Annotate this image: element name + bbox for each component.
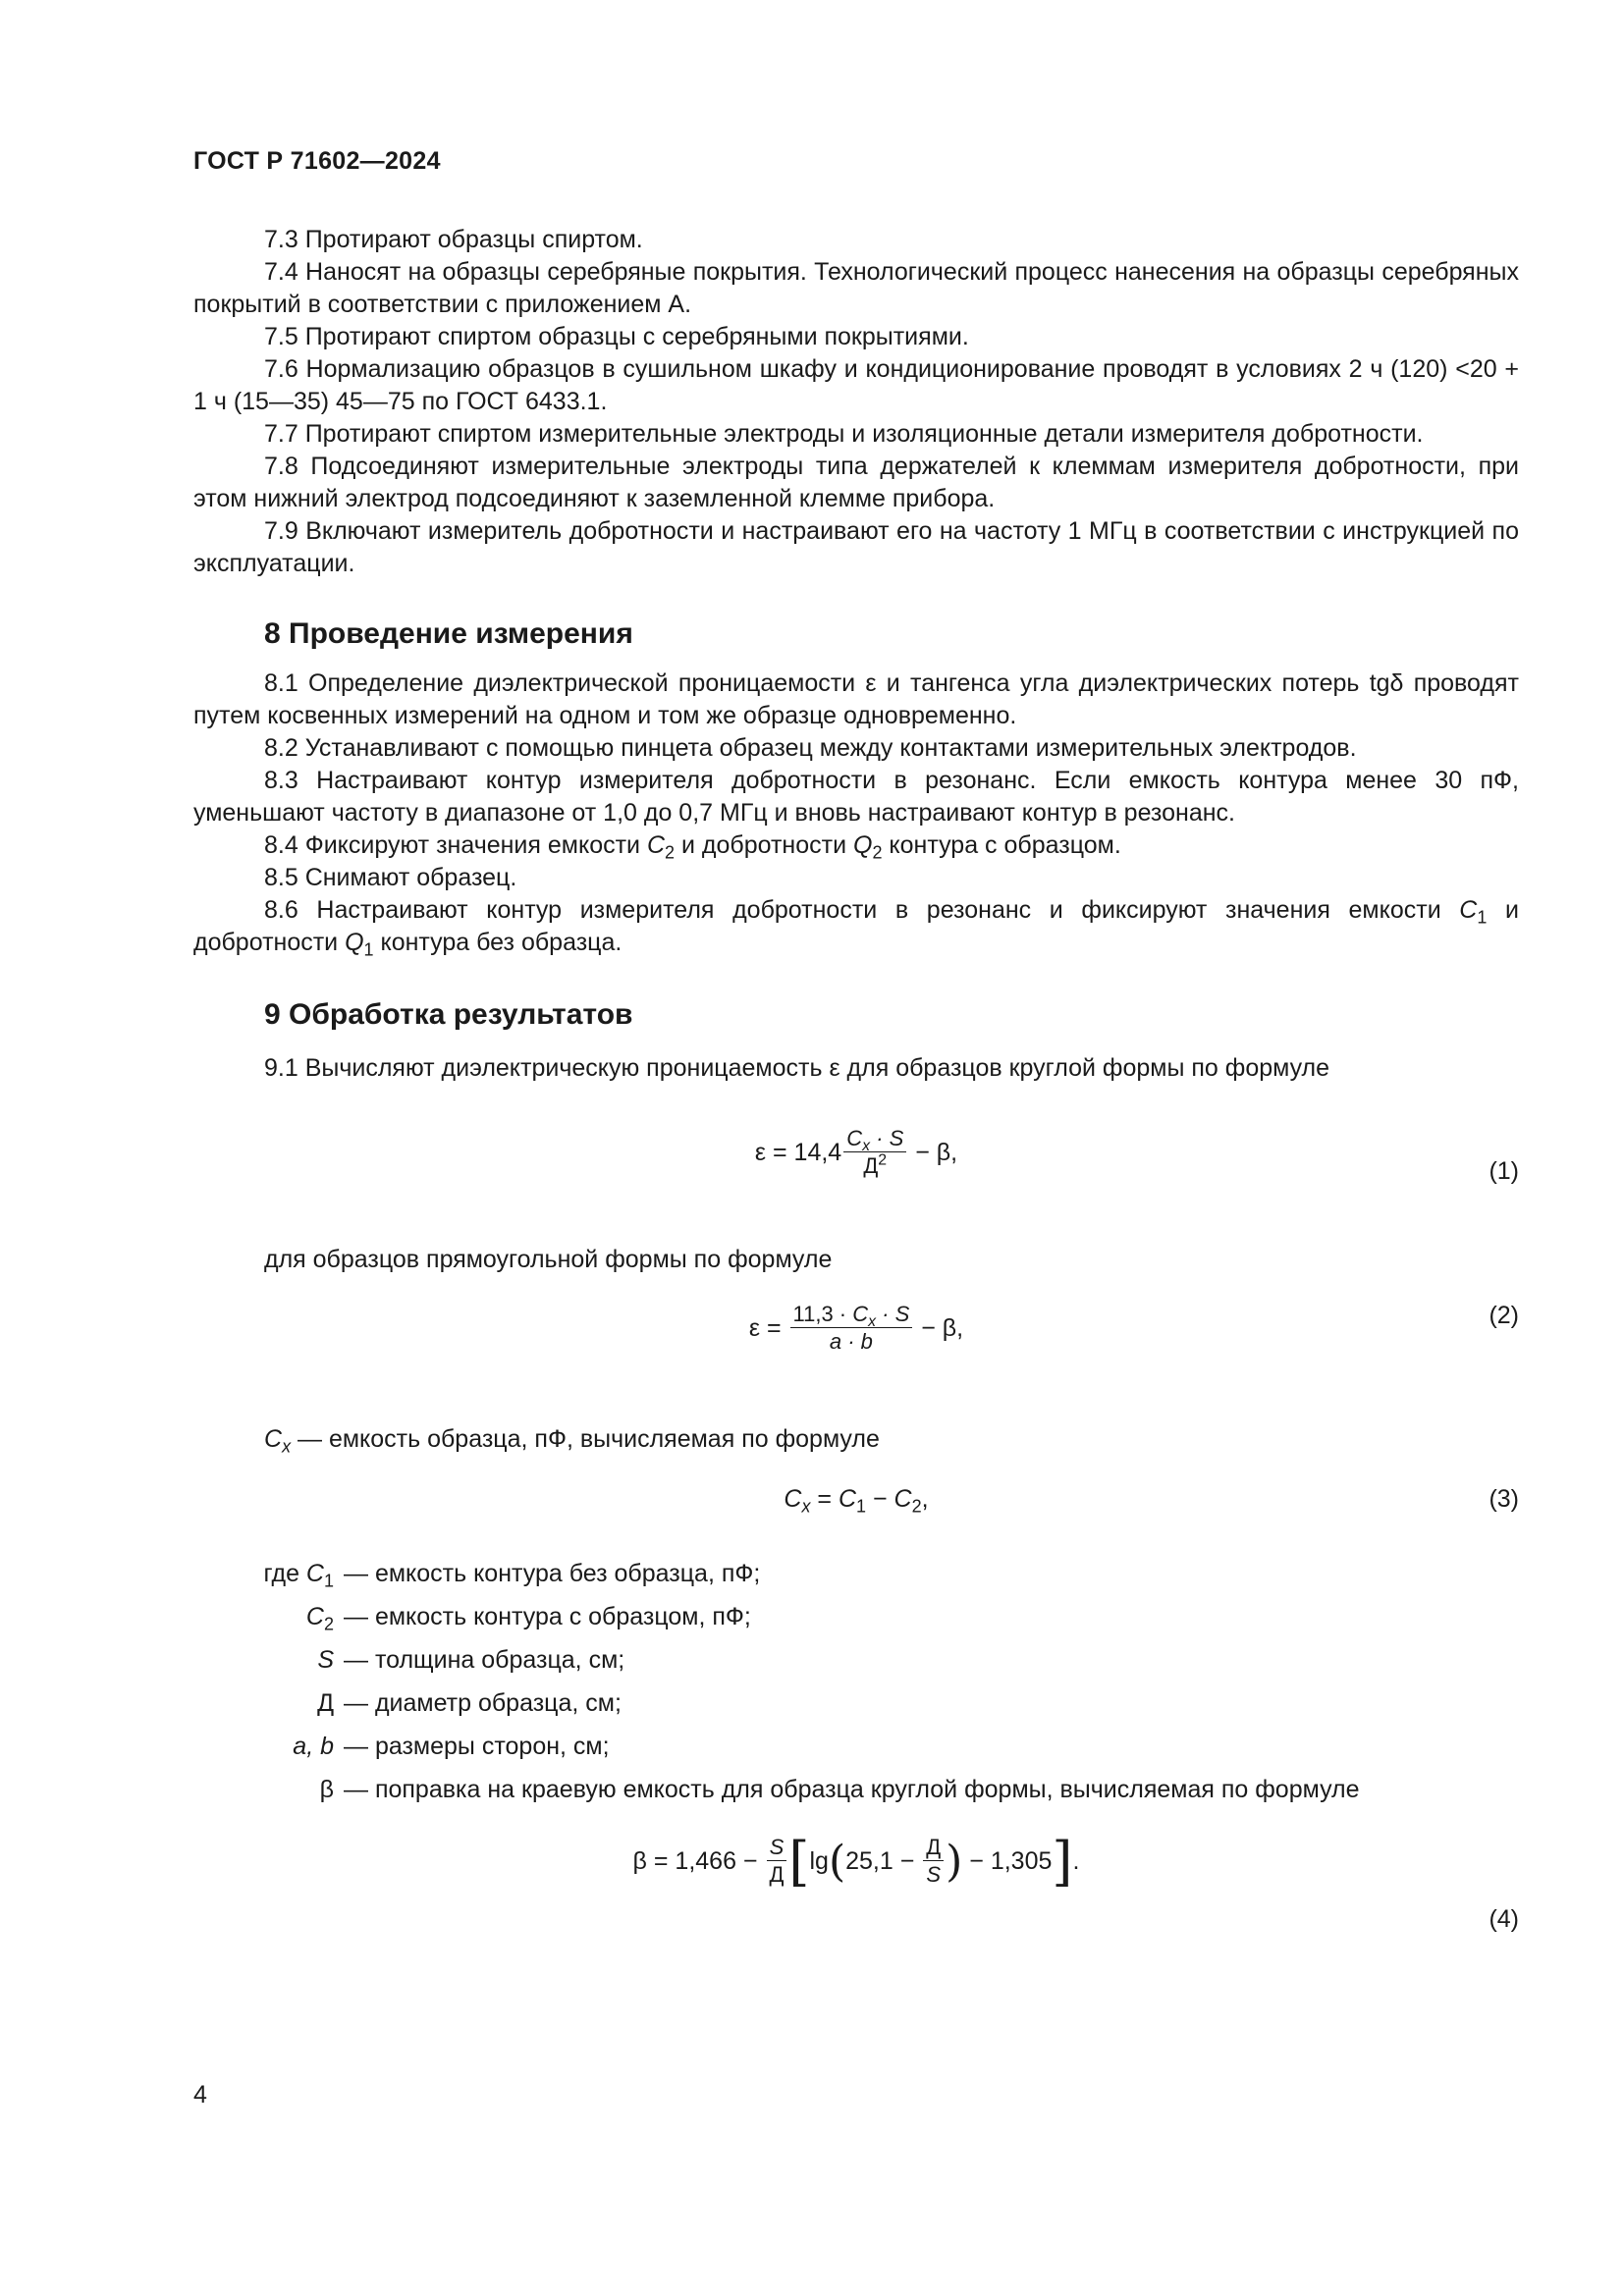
symbol: · S [876, 1302, 910, 1326]
legend-row [193, 1552, 1519, 1595]
symbol: C [846, 1126, 863, 1150]
paren-right: ) [946, 1837, 963, 1887]
legend-description: — диаметр образца, см; [344, 1688, 622, 1717]
text: и добротности [675, 831, 853, 859]
subscript: 2 [911, 1496, 922, 1517]
para-7-6: 7.6 Нормализацию образцов в сушильном шкафу и кондиционирование проводят в условиях 2 ч (120) <20 + 1 ч (15—35) 45—75 по ГОСТ 6433.1. [193, 355, 1519, 415]
legend-symbol [193, 1601, 334, 1633]
symbol: C [893, 1485, 912, 1513]
denominator [827, 1328, 876, 1356]
symbol: · S [870, 1126, 904, 1150]
para-7-8: 7.8 Подсоединяют измерительные электроды типа держателей к клеммам измерителя добротности, при этом нижний электрод подсоединяют к заземленной клемме прибора. [193, 453, 1519, 512]
legend-description: — поправка на краевую емкость для образца круглой формы, вычисляемая по формуле [344, 1775, 1360, 1803]
text: 8.4 Фиксируют значения емкости [264, 831, 647, 859]
section-8-title: 8 Проведение измерения [264, 617, 633, 650]
symbol: a, b [293, 1732, 334, 1760]
symbol: β [319, 1775, 334, 1803]
text: контура с образцом. [882, 831, 1121, 859]
operator: − [866, 1485, 894, 1513]
fraction [766, 1835, 786, 1889]
subscript: 2 [323, 1613, 334, 1633]
numerator: S [767, 1835, 787, 1861]
legend-row [193, 1638, 1519, 1682]
page-number: 4 [193, 2081, 207, 2109]
symbol: Q [853, 831, 873, 859]
document-body [193, 224, 1519, 1958]
formula-text: − β, [914, 1314, 964, 1342]
formula-4-number: (4) [1489, 1905, 1519, 1933]
formula-text: ε = 14,4 [754, 1139, 842, 1166]
legend-symbol [193, 1687, 334, 1720]
paren-left: ( [828, 1837, 846, 1887]
formula-1 [193, 1112, 1519, 1228]
formula-text: β = 1,466 − [632, 1847, 765, 1875]
bracket-left: [ [788, 1831, 810, 1893]
formula-2-number: (2) [1489, 1302, 1519, 1329]
fraction [843, 1126, 906, 1180]
legend-row [193, 1682, 1519, 1725]
para-7-4: 7.4 Наносят на образцы серебряные покрытия. Технологический процесс нанесения на образцы серебряных покрытий в соответствии с приложением А. [193, 258, 1519, 318]
legend-description: — емкость контура с образцом, пФ; [344, 1602, 751, 1630]
denominator: Д [769, 1862, 785, 1887]
numerator: Д [923, 1835, 944, 1861]
symbol: C [1459, 896, 1478, 924]
symbol: Q [345, 929, 364, 956]
symbol: C [646, 831, 666, 859]
symbol: C [852, 1302, 869, 1326]
operator: = [810, 1485, 839, 1513]
formula-1-number: (1) [1489, 1157, 1519, 1185]
legend-prefix: где [263, 1559, 306, 1587]
formula-2 [193, 1300, 1519, 1406]
para-9-1: 9.1 Вычисляют диэлектрическую проницаемость ε для образцов круглой формы по формуле [264, 1054, 1330, 1082]
formula-text: . [1072, 1847, 1080, 1875]
symbol: 11,3 · [792, 1302, 853, 1326]
legend-description: — толщина образца, см; [344, 1645, 625, 1674]
para-7-9: 7.9 Включают измеритель добротности и настраивают его на частоту 1 МГц в соответствии с инструкцией по эксплуатации. [193, 517, 1519, 577]
para-8-6 [193, 894, 1519, 959]
legend-symbol [193, 1731, 334, 1763]
para-7-3: 7.3 Протирают образцы спиртом. [264, 226, 643, 253]
symbol: S [317, 1645, 334, 1674]
formula-text: lg [809, 1847, 829, 1875]
fraction [790, 1302, 913, 1356]
para-7-5: 7.5 Протирают спиртом образцы с серебряными покрытиями. [264, 323, 969, 350]
legend-row [193, 1595, 1519, 1638]
symbol-legend [193, 1552, 1519, 1811]
symbol: C [305, 1602, 324, 1630]
text: 8.6 Настраивают контур измерителя добротности в резонанс и фиксируют значения емкости [264, 896, 1460, 924]
formula-text: − β, [908, 1139, 958, 1166]
subscript: x [862, 1137, 871, 1154]
numerator [790, 1302, 913, 1328]
symbol: C [838, 1485, 857, 1513]
formula-3 [193, 1481, 1519, 1544]
legend-symbol [193, 1774, 334, 1806]
formula-text: ε = [748, 1314, 788, 1342]
subscript: x [868, 1312, 877, 1330]
legend-symbol [193, 1644, 334, 1677]
symbol: C [305, 1559, 324, 1587]
subscript: 1 [323, 1570, 334, 1590]
subscript: 2 [872, 842, 883, 863]
formula-4 [193, 1831, 1519, 1958]
bracket-right: ] [1052, 1831, 1073, 1893]
subscript: x [801, 1496, 811, 1517]
superscript: 2 [878, 1151, 888, 1169]
subscript: 1 [1477, 907, 1488, 928]
section-9-title: 9 Обработка результатов [264, 998, 633, 1031]
legend-symbol [193, 1558, 334, 1590]
legend-description: — размеры сторон, см; [344, 1732, 610, 1760]
formula-3-number: (3) [1489, 1485, 1519, 1513]
formula-text: 25,1 − [845, 1847, 922, 1875]
text: и добротности [193, 896, 1519, 956]
symbol: C [784, 1485, 802, 1513]
formula-text: − 1,305 [962, 1847, 1053, 1875]
text: — емкость образца, пФ, вычисляемая по формуле [291, 1425, 880, 1453]
text: , [921, 1485, 929, 1513]
para-8-2: 8.2 Устанавливают с помощью пинцета образец между контактами измерительных электродов. [264, 734, 1357, 762]
symbol: a · b [829, 1329, 873, 1354]
denominator [860, 1152, 890, 1180]
legend-row [193, 1725, 1519, 1768]
text: контура без образца. [373, 929, 623, 956]
subscript: 2 [665, 842, 676, 863]
para-8-5: 8.5 Снимают образец. [264, 864, 517, 891]
subscript: 1 [856, 1496, 867, 1517]
cx-definition [193, 1423, 1519, 1456]
text-between-formulas: для образцов прямоугольной формы по формуле [264, 1246, 833, 1273]
legend-description: — емкость контура без образца, пФ; [344, 1559, 761, 1587]
para-8-1: 8.1 Определение диэлектрической проницаемости ε и тангенса угла диэлектрических потерь tgδ проводят путем косвенных измерений на одном и том же образце одновременно. [193, 669, 1519, 729]
symbol: Д [317, 1688, 334, 1717]
symbol: Д [863, 1153, 879, 1178]
document-page [193, 0, 1519, 2296]
document-code: ГОСТ Р 71602—2024 [193, 147, 441, 175]
numerator [843, 1126, 906, 1152]
para-8-4 [193, 829, 1519, 862]
para-8-3: 8.3 Настраивают контур измерителя добротности в резонанс. Если емкость контура менее 30 пФ, уменьшают частоту в диапазоне от 1,0 до 0,7 МГц и вновь настраивают контур в резонанс. [193, 767, 1519, 827]
subscript: x [282, 1436, 292, 1457]
fraction [923, 1835, 944, 1889]
para-7-7: 7.7 Протирают спиртом измерительные электроды и изоляционные детали измерителя добротности. [264, 420, 1424, 448]
legend-row [193, 1768, 1519, 1811]
subscript: 1 [363, 939, 374, 960]
symbol: C [264, 1425, 283, 1453]
denominator: S [926, 1862, 942, 1887]
